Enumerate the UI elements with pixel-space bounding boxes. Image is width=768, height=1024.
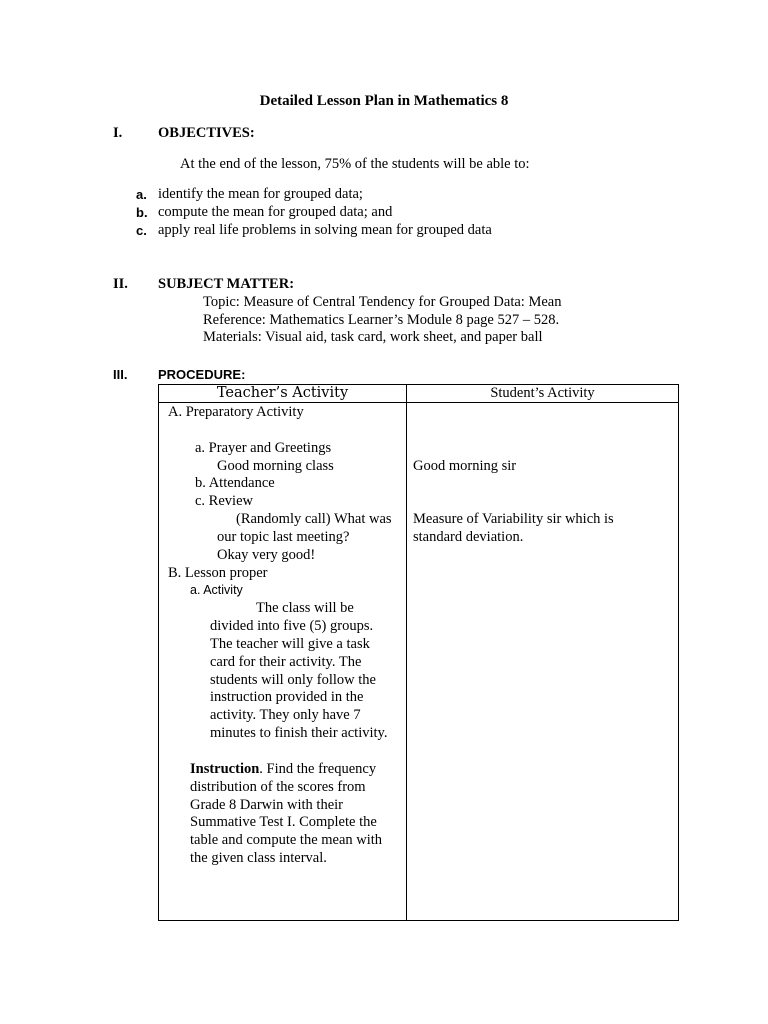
subject-materials: Materials: Visual aid, task card, work sheet, and paper ball [203, 329, 543, 345]
column-header-student: Student’s Activity [407, 385, 679, 403]
teacher-activity-cell [159, 403, 407, 921]
section-numeral-subject: II. [113, 276, 128, 292]
section-numeral-procedure: III. [113, 367, 128, 382]
objective-item-a: identify the mean for grouped data; [158, 186, 363, 202]
review: c. Review [195, 493, 253, 509]
instruction-line-5: table and compute the mean with [190, 832, 383, 848]
activity-line-6: instruction provided in the [210, 689, 364, 705]
instruction-line-6: the given class interval. [190, 850, 327, 866]
review-question-2: our topic last meeting? [217, 529, 350, 545]
prayer-greetings: a. Prayer and Greetings [195, 440, 332, 456]
activity-label: a. Activity [190, 583, 243, 597]
document-title: Detailed Lesson Plan in Mathematics 8 [259, 93, 509, 109]
review-question-1: (Randomly call) What was [236, 511, 392, 527]
student-greeting: Good morning sir [413, 458, 517, 474]
objective-marker-b: b. [136, 205, 148, 220]
activity-line-7: activity. They only have 7 [210, 707, 361, 723]
objective-item-c: apply real life problems in solving mean for grouped data [158, 222, 492, 238]
procedure-table [158, 384, 679, 921]
teacher-greeting: Good morning class [217, 458, 334, 474]
objectives-intro: At the end of the lesson, 75% of the students will be able to: [180, 156, 530, 172]
student-activity-cell [407, 403, 679, 921]
column-header-teacher: Teacher’s Activity [159, 385, 407, 403]
section-heading-procedure: PROCEDURE: [158, 367, 246, 382]
subject-reference: Reference: Mathematics Learner’s Module 8 page 527 – 528. [203, 312, 560, 328]
instruction-line-1 [190, 760, 376, 778]
activity-line-1: The class will be [256, 600, 354, 616]
activity-line-2: divided into five (5) groups. [210, 618, 374, 634]
review-okay: Okay very good! [217, 547, 316, 563]
instruction-line-2: distribution of the scores from [190, 779, 366, 795]
student-answer-1: Measure of Variability sir which is [413, 511, 614, 527]
section-numeral-objectives: I. [113, 125, 123, 141]
section-heading-subject: SUBJECT MATTER: [158, 276, 295, 292]
activity-line-3: The teacher will give a task [210, 636, 370, 652]
student-answer-2: standard deviation. [413, 529, 524, 545]
instruction-line-4: Summative Test I. Complete the [190, 814, 377, 830]
instruction-label: Instruction [190, 761, 260, 777]
objective-item-b: compute the mean for grouped data; and [158, 204, 393, 220]
subject-topic: Topic: Measure of Central Tendency for Grouped Data: Mean [203, 294, 562, 310]
section-heading-objectives: OBJECTIVES: [158, 125, 255, 141]
activity-line-4: card for their activity. The [210, 654, 362, 670]
objective-marker-c: c. [136, 223, 147, 238]
preparatory-activity: A. Preparatory Activity [168, 404, 304, 420]
lesson-proper: B. Lesson proper [168, 565, 268, 581]
activity-line-8: minutes to finish their activity. [210, 725, 388, 741]
instruction-line-3: Grade 8 Darwin with their [190, 797, 344, 813]
attendance: b. Attendance [195, 475, 275, 491]
objective-marker-a: a. [136, 187, 147, 202]
activity-line-5: students will only follow the [210, 672, 376, 688]
instruction-text: . Find the frequency [259, 761, 377, 777]
